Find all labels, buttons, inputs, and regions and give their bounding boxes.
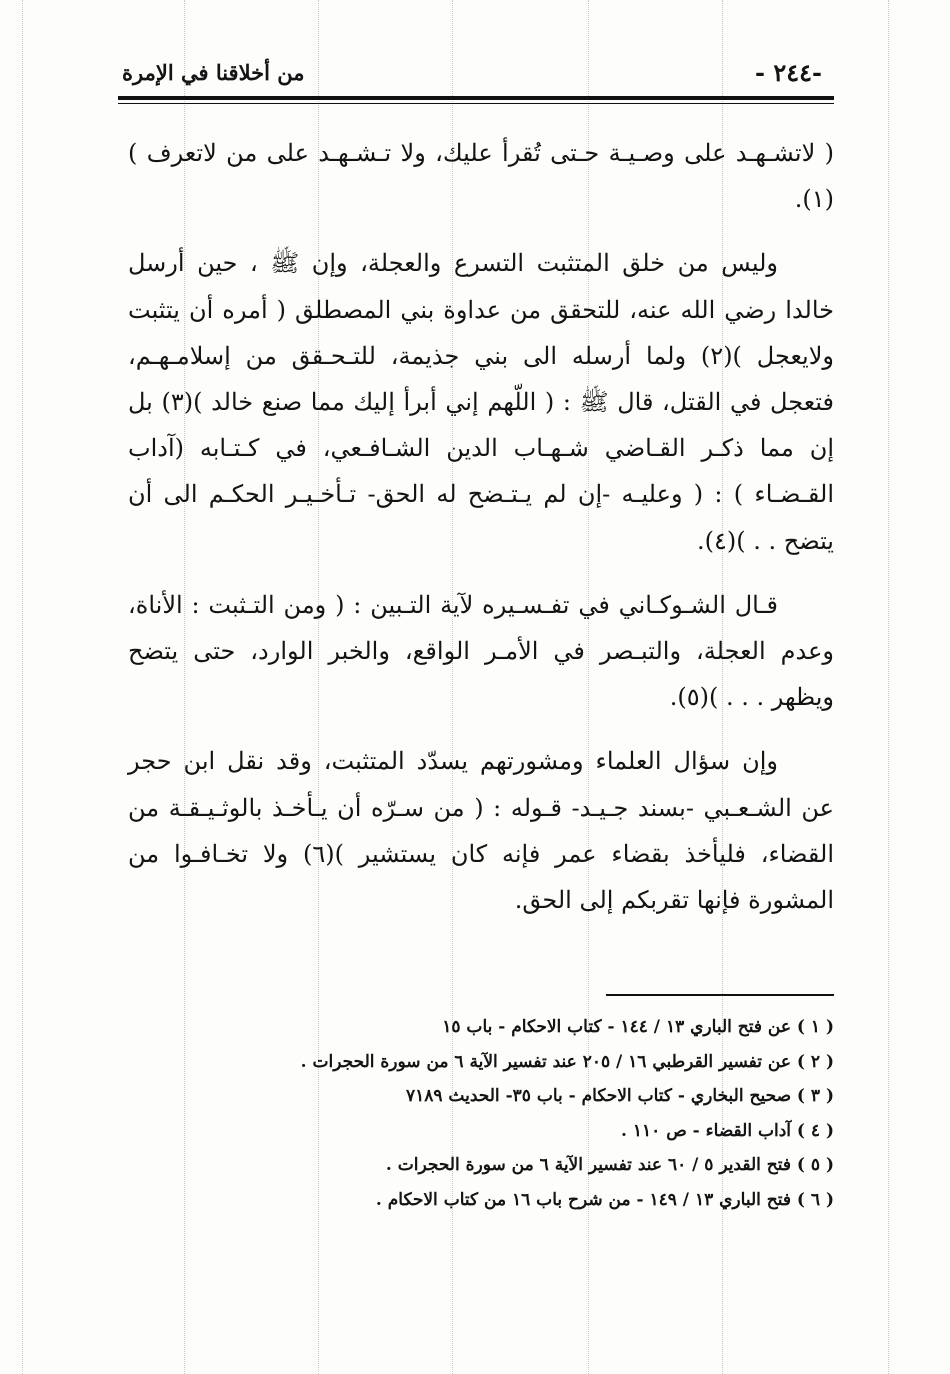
footnote-separator [606,994,834,996]
footnote: ( ٢ ) عن تفسير القرطبي ١٦ / ٢٠٥ عند تفسير الآية ٦ من سورة الحجرات . [300,1051,834,1072]
header-rule-thick [118,96,834,100]
paragraph: وإن سؤال العلماء ومشورتهم يسدّد المتثبت، وقد نقل ابن حجر عن الشـعـبي -بسند جـيـد- قـوله : ( من سـرّه أن يـأخـذ بالوثـيـقـة من القضاء، فليأخذ بقضاء عمر فإنه كان يستشير )(٦) ولا تخـافـوا من المشورة فإنها تقربكم إلى الحق. [128,747,834,915]
scan-artifact-dotted-line [22,0,23,1374]
footnote: ( ٥ ) فتح القدير ٥ / ٦٠ عند تفسير الآية ٦ من سورة الحجرات . [385,1155,834,1176]
footnote: ( ١ ) عن فتح الباري ١٣ / ١٤٤ - كتاب الاحكام - باب ١٥ [442,1017,834,1037]
scan-artifact-dotted-line [888,0,889,1374]
header-rule-thin [118,103,834,104]
paragraph: قـال الشـوكـاني في تفـسـيره لآية التـبين : ( ومن التـثبت : الأناة، وعدم العجلة، والتبـصر في الأمـر الواقع، والخبر الوارد، حتى يتضح ويظهر . . . )(٥). [128,590,835,712]
paragraph: وليس من خلق المتثبت التسرع والعجلة، وإن ﷺ ، حين أرسل خالدا رضي الله عنه، للتحقق من عداوة بني المصطلق ( أمره أن يتثبت ولايعجل )(٢) ولما أرسله الى بني جذيمة، للتـحـقق من إسلامـهـم، فتعجل في القتل، قال ﷺ : ( اللّهم إني أبرأ إليك مما صنع خالد )(٣) بل إن مما ذكـر القـاضي شـهـاب الدين الشـافـعي، في كـتـابه (آداب القـضـاء ) : ( وعليـه -إن لم يـتـضح له الحق- تـأخـيـر الحكـم الى أن يتضح . . )(٤). [128,249,834,555]
footnote: ( ٤ ) آداب القضاء - ص ١١٠ . [621,1120,834,1141]
footnote: ( ٣ ) صحيح البخاري - كتاب الاحكام - باب ٣٥- الحديث ٧١٨٩ [405,1086,834,1107]
page-number: -٢٤٤ - [755,58,822,87]
main-text [128,130,834,941]
footnote: ( ٦ ) فتح الباري ١٣ / ١٤٩ - من شرح باب ١٦ من كتاب الاحكام . [375,1189,834,1210]
running-title: من أخلاقنا في الإمرة [122,60,305,85]
page-header [118,58,830,94]
footnotes [128,1010,834,1218]
paragraph: ( لاتشـهـد على وصـيـة حـتى تُقرأ عليك، ولا تـشـهـد على من لاتعرف )(١). [128,139,834,214]
